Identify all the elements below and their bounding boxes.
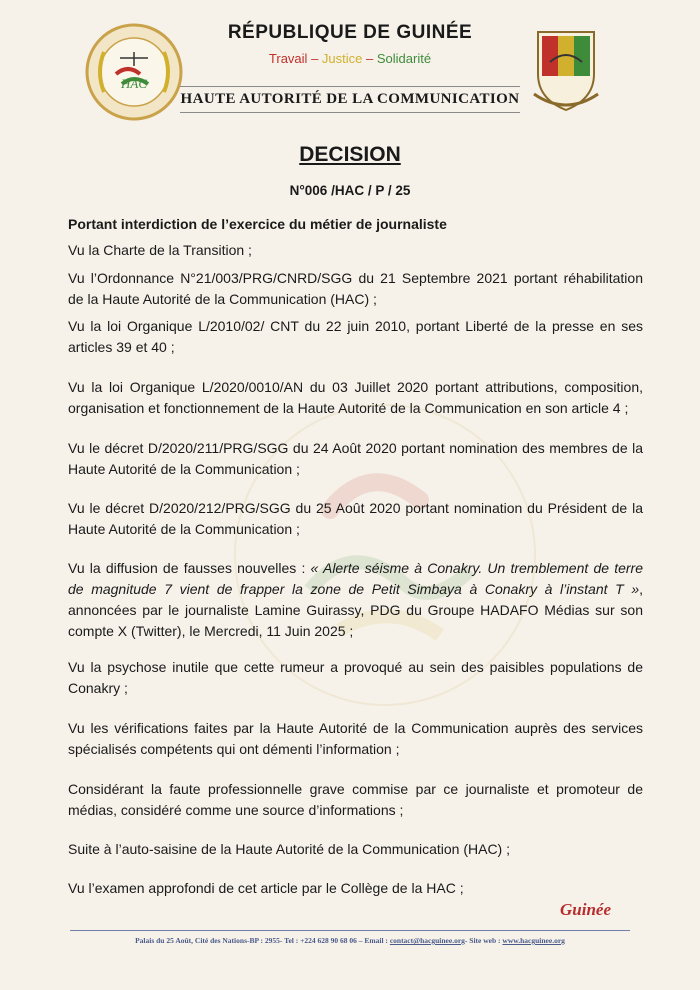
paragraph-fausses-nouvelles <box>68 558 643 642</box>
fausses-nouvelles-detail: , annoncées par le journaliste Lamine Guirassy, PDG du Groupe HADAFO Médias sur son compte X (Twitter), le Mercredi, 11 Juin 2025 ; <box>68 581 643 639</box>
national-motto <box>0 51 700 66</box>
footer-email-link[interactable]: contact@hacguinee.org <box>389 936 465 945</box>
paragraph-faute: Considérant la faute professionnelle grave commise par ce journaliste et promoteur de médias, considéré comme une source d’informations ; <box>68 781 643 818</box>
decision-title: DECISION <box>299 143 401 166</box>
fausses-nouvelles-intro: Vu la diffusion de fausses nouvelles : <box>68 560 311 576</box>
guinee-signature: Guinée <box>560 900 611 919</box>
footer-divider <box>70 930 630 931</box>
motto-separator: – <box>366 51 374 66</box>
paragraph-charte: Vu la Charte de la Transition ; <box>68 242 252 258</box>
paragraph-psychose: Vu la psychose inutile que cette rumeur a provoqué au sein des paisibles populations de Conakry ; <box>68 659 643 696</box>
header-divider-bottom <box>180 112 520 113</box>
country-name: RÉPUBLIQUE DE GUINÉE <box>227 22 473 43</box>
decision-number: N°006 /HAC / P / 25 <box>289 183 411 198</box>
motto-word-travail: Travail <box>268 51 308 66</box>
paragraph-ordonnance: Vu l’Ordonnance N°21/003/PRG/CNRD/SGG du 21 Septembre 2021 portant réhabilitation de la Haute Autorité de la Communication (HAC) ; <box>68 270 643 307</box>
motto-word-justice: Justice <box>321 51 363 66</box>
authority-name: HAUTE AUTORITÉ DE LA COMMUNICATION <box>180 91 520 107</box>
header-divider-top <box>180 86 520 87</box>
footer-web-label: - Site web : <box>464 936 503 945</box>
paragraph-decret-212: Vu le décret D/2020/212/PRG/SGG du 25 Août 2020 portant nomination du Président de la Haute Autorité de la Communication ; <box>68 500 643 537</box>
decision-subject: Portant interdiction de l’exercice du métier de journaliste <box>68 216 447 232</box>
paragraph-loi-2020: Vu la loi Organique L/2020/0010/AN du 03 Juillet 2020 portant attributions, composition, organisation et fonctionnement de la Haute Autorité de la Communication en son article 4 ; <box>68 379 643 416</box>
motto-word-solidarite: Solidarité <box>376 51 432 66</box>
paragraph-auto-saisine: Suite à l’auto-saisine de la Haute Autorité de la Communication (HAC) ; <box>68 841 510 857</box>
footer-website-link[interactable]: www.hacguinee.org <box>502 936 565 945</box>
paragraph-loi-2010: Vu la loi Organique L/2010/02/ CNT du 22 juin 2010, portant Liberté de la presse en ses articles 39 et 40 ; <box>68 318 643 355</box>
paragraph-examen: Vu l’examen approfondi de cet article par le Collège de la HAC ; <box>68 880 464 896</box>
paragraph-verifications: Vu les vérifications faites par la Haute Autorité de la Communication auprès des services spécialisés compétents qui ont démenti l’information ; <box>68 720 643 757</box>
hac-logo-text: HAC <box>121 76 147 91</box>
paragraph-decret-211: Vu le décret D/2020/211/PRG/SGG du 24 Août 2020 portant nomination des membres de la Haute Autorité de la Communication ; <box>68 440 643 477</box>
motto-separator: – <box>311 51 319 66</box>
fausses-nouvelles-quote: « Alerte séisme à Conakry. Un tremblement de terre de magnitude 7 vient de frapper la zone de Petit Simbaya à Conakry à l’instant T » <box>68 560 643 597</box>
footer-address: Palais du 25 Août, Cité des Nations-BP : 2955- Tel : +224 628 90 68 06 – Email : <box>135 936 390 945</box>
footer-contact <box>0 936 700 945</box>
